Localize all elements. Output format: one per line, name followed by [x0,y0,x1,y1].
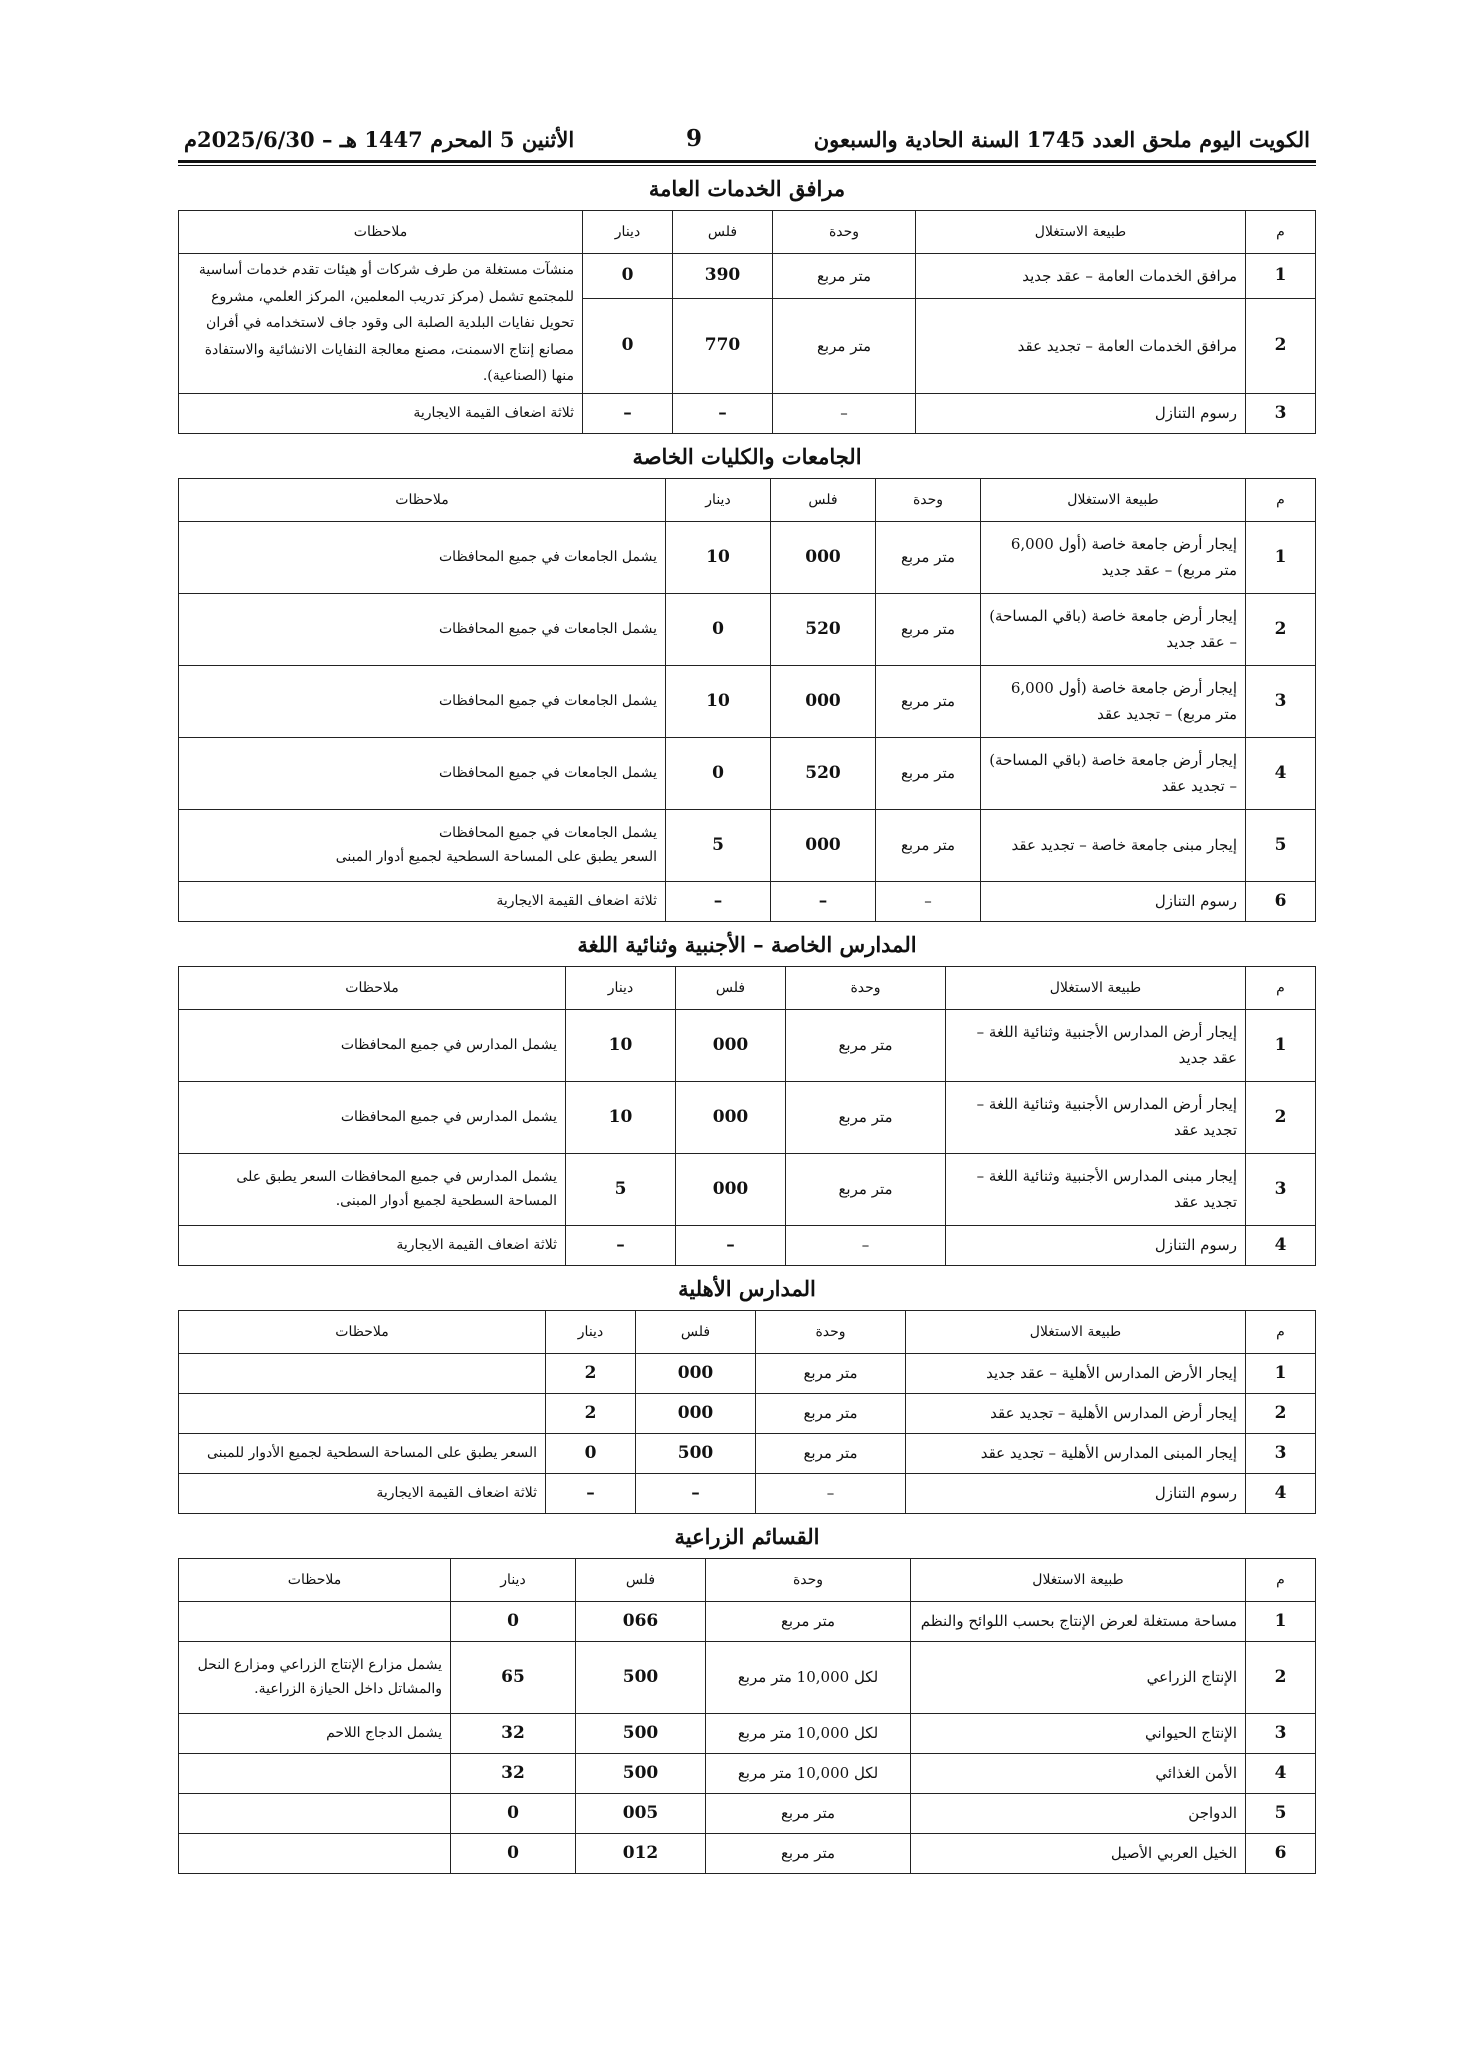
row-notes: يشمل الجامعات في جميع المحافظات [179,593,666,665]
row-nature: إيجار أرض جامعة خاصة (باقي المساحة) – تجديد عقد [981,737,1246,809]
row-notes: يشمل الجامعات في جميع المحافظات [179,737,666,809]
row-dinar: 65 [451,1641,576,1713]
col-header-idx: م [1246,211,1316,254]
row-notes-line: يشمل الجامعات في جميع المحافظات [439,824,657,841]
table-row [179,1009,1316,1081]
row-index: 3 [1246,665,1316,737]
fees-table-agricultural-plots [178,1558,1316,1874]
table-header-row [179,211,1316,254]
row-fils: 500 [576,1753,706,1793]
col-header-notes: ملاحظات [179,211,583,254]
page-number: 9 [685,125,702,152]
row-unit: – [786,1225,946,1265]
table-row [179,1713,1316,1753]
col-header-idx: م [1246,966,1316,1009]
row-fils: 500 [576,1641,706,1713]
row-unit: متر مربع [786,1081,946,1153]
row-notes: يشمل الدجاج اللاحم [179,1713,451,1753]
header-rule-thick [178,160,1316,163]
row-dinar: 5 [566,1153,676,1225]
row-nature: إيجار أرض المدارس الأجنبية وثنائية اللغة – عقد جديد [946,1009,1246,1081]
row-dinar: – [666,881,771,921]
row-notes: ثلاثة اضعاف القيمة الايجارية [179,1473,546,1513]
row-index: 4 [1246,1225,1316,1265]
row-unit: متر مربع [876,737,981,809]
row-nature: رسوم التنازل [981,881,1246,921]
section-title: القسائم الزراعية [674,1523,820,1549]
table-row [179,1225,1316,1265]
col-header-notes: ملاحظات [179,1558,451,1601]
row-dinar: – [566,1225,676,1265]
row-index: 5 [1246,809,1316,881]
row-dinar: 10 [666,521,771,593]
table-row [179,1473,1316,1513]
row-notes [179,1833,451,1873]
row-index: 4 [1246,1473,1316,1513]
row-fils: 770 [673,298,773,393]
row-unit: – [876,881,981,921]
row-nature: إيجار أرض جامعة خاصة (أول 6,000 متر مربع) – عقد جديد [981,521,1246,593]
row-fils: 066 [576,1601,706,1641]
table-row [179,1601,1316,1641]
table-header-row [179,1310,1316,1353]
row-unit: – [756,1473,906,1513]
col-header-dinar: دينار [666,478,771,521]
row-fils: 500 [636,1433,756,1473]
row-index: 6 [1246,1833,1316,1873]
table-row [179,254,1316,299]
col-header-idx: م [1246,1558,1316,1601]
col-header-unit: وحدة [706,1558,911,1601]
table-row [179,1833,1316,1873]
page-header [178,118,1316,152]
row-dinar: 0 [451,1833,576,1873]
row-fils: – [673,393,773,433]
row-nature: إيجار المبنى المدارس الأهلية – تجديد عقد [906,1433,1246,1473]
row-unit: متر مربع [706,1793,911,1833]
row-index: 2 [1246,1641,1316,1713]
row-unit: متر مربع [706,1833,911,1873]
header-rule-thin [178,165,1316,166]
col-header-fils: فلس [576,1558,706,1601]
row-index: 5 [1246,1793,1316,1833]
row-dinar: 5 [666,809,771,881]
row-unit: متر مربع [786,1009,946,1081]
row-index: 2 [1246,1393,1316,1433]
col-header-unit: وحدة [756,1310,906,1353]
fees-table-private-universities [178,478,1316,922]
row-notes [179,1393,546,1433]
col-header-dinar: دينار [583,211,673,254]
table-row [179,1153,1316,1225]
col-header-nature: طبيعة الاستغلال [981,478,1246,521]
row-nature: إيجار أرض المدارس الأجنبية وثنائية اللغة – تجديد عقد [946,1081,1246,1153]
row-fils: 000 [771,809,876,881]
row-unit: متر مربع [876,809,981,881]
row-unit: متر مربع [876,593,981,665]
row-index: 4 [1246,1753,1316,1793]
col-header-unit: وحدة [773,211,916,254]
row-notes: السعر يطبق على المساحة السطحية لجميع الأدوار للمبنى [179,1433,546,1473]
row-nature: رسوم التنازل [906,1473,1246,1513]
fees-table-national-schools [178,1310,1316,1514]
col-header-dinar: دينار [546,1310,636,1353]
row-nature: مرافق الخدمات العامة – تجديد عقد [916,298,1246,393]
table-row [179,1081,1316,1153]
row-nature: إيجار مبنى المدارس الأجنبية وثنائية اللغة – تجديد عقد [946,1153,1246,1225]
col-header-dinar: دينار [566,966,676,1009]
row-fils: 000 [636,1353,756,1393]
col-header-notes: ملاحظات [179,478,666,521]
row-index: 6 [1246,881,1316,921]
section-title: الجامعات والكليات الخاصة [632,443,862,469]
row-dinar: 0 [451,1601,576,1641]
col-header-idx: م [1246,1310,1316,1353]
row-dinar: 32 [451,1713,576,1753]
row-dinar: – [583,393,673,433]
row-notes-line: السعر يطبق على المساحة السطحية لجميع أدوار المبنى [335,849,657,866]
table-row [179,1753,1316,1793]
row-fils: 520 [771,737,876,809]
row-unit: لكل 10,000 متر مربع [706,1641,911,1713]
row-nature: إيجار الأرض المدارس الأهلية – عقد جديد [906,1353,1246,1393]
col-header-idx: م [1246,478,1316,521]
table-row [179,665,1316,737]
table-row [179,881,1316,921]
section-title: المدارس الأهلية [678,1275,816,1301]
table-row [179,809,1316,881]
table-header-row [179,966,1316,1009]
gazette-page [178,118,1316,1874]
row-fils: – [771,881,876,921]
row-notes: يشمل المدارس في جميع المحافظات [179,1009,566,1081]
row-dinar: 10 [566,1081,676,1153]
row-index: 3 [1246,1713,1316,1753]
row-fils: – [636,1473,756,1513]
row-nature: إيجار أرض المدارس الأهلية – تجديد عقد [906,1393,1246,1433]
row-nature: إيجار مبنى جامعة خاصة – تجديد عقد [981,809,1246,881]
row-fils: 000 [676,1153,786,1225]
row-fils: 500 [576,1713,706,1753]
row-index: 1 [1246,254,1316,299]
row-index: 1 [1246,1353,1316,1393]
row-unit: متر مربع [876,665,981,737]
row-notes: ثلاثة اضعاف القيمة الايجارية [179,393,583,433]
row-notes: منشآت مستغلة من طرف شركات أو هيئات تقدم خدمات أساسية للمجتمع تشمل (مركز تدريب المعلمين، المركز العلمي، مشروع تحويل نفايات البلدية الصلبة الى وقود جاف لاستخدامه في أفران مصانع إنتاج الاسمنت، مصنع معالجة النفايات الانشائية والاستفادة منها (الصناعية). [179,254,583,394]
row-index: 2 [1246,298,1316,393]
col-header-fils: فلس [673,211,773,254]
table-header-row [179,1558,1316,1601]
col-header-nature: طبيعة الاستغلال [946,966,1246,1009]
fees-table-public-services [178,210,1316,434]
table-row [179,737,1316,809]
col-header-notes: ملاحظات [179,966,566,1009]
row-dinar: 0 [666,593,771,665]
row-fils: – [676,1225,786,1265]
row-nature: مرافق الخدمات العامة – عقد جديد [916,254,1246,299]
row-unit: لكل 10,000 متر مربع [706,1753,911,1793]
row-notes: يشمل الجامعات في جميع المحافظات [179,665,666,737]
row-index: 1 [1246,1601,1316,1641]
col-header-dinar: دينار [451,1558,576,1601]
col-header-fils: فلس [636,1310,756,1353]
row-unit: متر مربع [786,1153,946,1225]
row-dinar: 0 [583,254,673,299]
row-dinar: 2 [546,1393,636,1433]
row-notes: يشمل مزارع الإنتاج الزراعي ومزارع النحل والمشاتل داخل الحيازة الزراعية. [179,1641,451,1713]
row-nature: الخيل العربي الأصيل [911,1833,1246,1873]
col-header-nature: طبيعة الاستغلال [906,1310,1246,1353]
col-header-unit: وحدة [786,966,946,1009]
row-nature: الدواجن [911,1793,1246,1833]
row-nature: إيجار أرض جامعة خاصة (باقي المساحة) – عقد جديد [981,593,1246,665]
table-header-row [179,478,1316,521]
row-notes: ثلاثة اضعاف القيمة الايجارية [179,881,666,921]
row-dinar: 0 [451,1793,576,1833]
table-row [179,1433,1316,1473]
row-notes [179,1793,451,1833]
row-notes [179,1353,546,1393]
row-notes [179,809,666,881]
row-dinar: 0 [583,298,673,393]
row-notes [179,1753,451,1793]
row-index: 2 [1246,1081,1316,1153]
row-index: 3 [1246,1153,1316,1225]
col-header-notes: ملاحظات [179,1310,546,1353]
row-notes [179,1601,451,1641]
row-unit: متر مربع [756,1353,906,1393]
row-dinar: 2 [546,1353,636,1393]
table-row [179,593,1316,665]
row-unit: متر مربع [706,1601,911,1641]
row-fils: 000 [636,1393,756,1433]
row-dinar: 32 [451,1753,576,1793]
row-unit: – [773,393,916,433]
row-unit: متر مربع [756,1433,906,1473]
table-row [179,393,1316,433]
row-fils: 012 [576,1833,706,1873]
row-index: 4 [1246,737,1316,809]
row-notes: يشمل المدارس في جميع المحافظات السعر يطبق على المساحة السطحية لجميع أدوار المبنى. [179,1153,566,1225]
row-nature: الأمن الغذائي [911,1753,1246,1793]
row-nature: الإنتاج الحيواني [911,1713,1246,1753]
row-notes: يشمل الجامعات في جميع المحافظات [179,521,666,593]
row-dinar: 0 [666,737,771,809]
row-fils: 000 [676,1009,786,1081]
row-nature: رسوم التنازل [946,1225,1246,1265]
row-fils: 000 [676,1081,786,1153]
row-dinar: – [546,1473,636,1513]
col-header-nature: طبيعة الاستغلال [911,1558,1246,1601]
table-row [179,1793,1316,1833]
table-row [179,1641,1316,1713]
table-row [179,1353,1316,1393]
row-unit: متر مربع [876,521,981,593]
row-notes: يشمل المدارس في جميع المحافظات [179,1081,566,1153]
row-fils: 000 [771,665,876,737]
col-header-unit: وحدة [876,478,981,521]
row-dinar: 0 [546,1433,636,1473]
row-index: 2 [1246,593,1316,665]
col-header-nature: طبيعة الاستغلال [916,211,1246,254]
row-fils: 390 [673,254,773,299]
row-notes: ثلاثة اضعاف القيمة الايجارية [179,1225,566,1265]
row-nature: إيجار أرض جامعة خاصة (أول 6,000 متر مربع) – تجديد عقد [981,665,1246,737]
row-unit: لكل 10,000 متر مربع [706,1713,911,1753]
issue-date: الأثنين 5 المحرم 1447 هـ – 2025/6/30م [184,127,575,152]
col-header-fils: فلس [676,966,786,1009]
col-header-fils: فلس [771,478,876,521]
row-dinar: 10 [666,665,771,737]
row-index: 1 [1246,1009,1316,1081]
section-title: المدارس الخاصة – الأجنبية وثنائية اللغة [577,931,917,957]
row-nature: رسوم التنازل [916,393,1246,433]
fees-table-private-schools [178,966,1316,1266]
row-unit: متر مربع [773,254,916,299]
gazette-title: الكويت اليوم ملحق العدد 1745 السنة الحادية والسبعون [813,127,1310,152]
table-row [179,1393,1316,1433]
row-fils: 000 [771,521,876,593]
row-fils: 520 [771,593,876,665]
row-nature: الإنتاج الزراعي [911,1641,1246,1713]
section-title: مرافق الخدمات العامة [648,176,846,201]
row-unit: متر مربع [773,298,916,393]
row-nature: مساحة مستغلة لعرض الإنتاج بحسب اللوائح والنظم [911,1601,1246,1641]
row-fils: 005 [576,1793,706,1833]
row-dinar: 10 [566,1009,676,1081]
row-index: 3 [1246,1433,1316,1473]
table-row [179,521,1316,593]
row-unit: متر مربع [756,1393,906,1433]
row-index: 1 [1246,521,1316,593]
row-index: 3 [1246,393,1316,433]
